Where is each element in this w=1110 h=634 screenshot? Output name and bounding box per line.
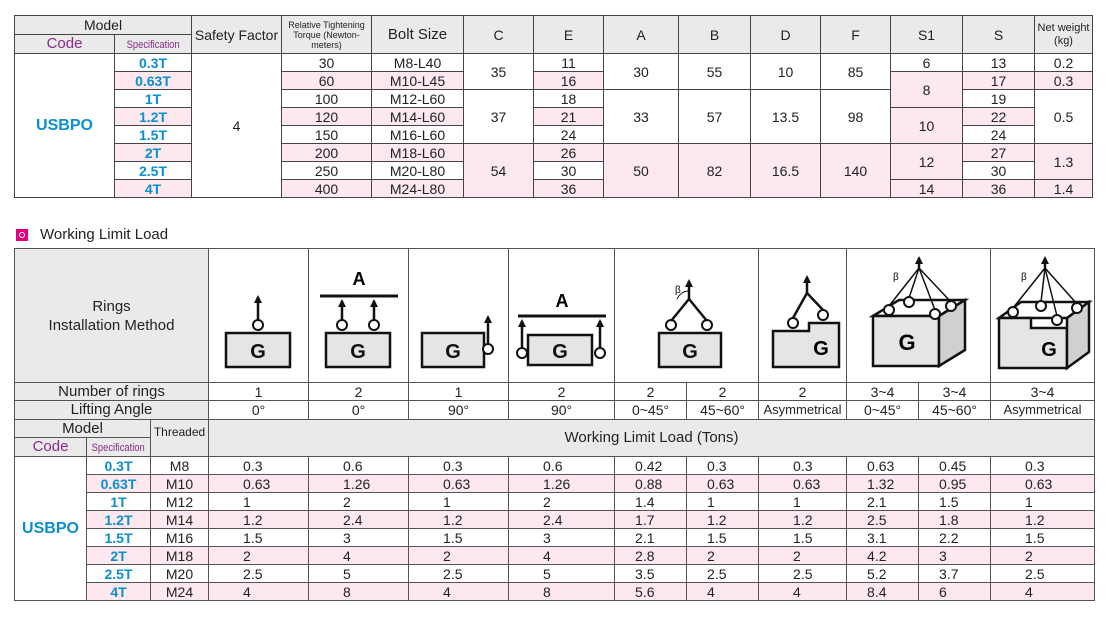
wll-value: 1.5 [409, 529, 509, 547]
spec-value: 1.2T [115, 108, 192, 126]
wll-value: 2.5 [409, 565, 509, 583]
wll-value: 0.45 [919, 457, 991, 475]
s-value: 22 [963, 108, 1035, 126]
num-rings-value: 2 [309, 383, 409, 401]
asymmetric-four-ring-icon [991, 256, 1095, 376]
bolt-size-header: Bolt Size [372, 16, 464, 54]
spec-value: 2T [115, 144, 192, 162]
wll-value: 0.3 [759, 457, 847, 475]
load-row [15, 511, 1095, 529]
torque-value: 60 [282, 72, 372, 90]
torque-header: Relative Tightening Torque (Newton-meters) [282, 16, 372, 54]
f-value: 85 [821, 54, 891, 90]
wll-value: 4.2 [847, 547, 919, 565]
wll-value: 0.3 [209, 457, 309, 475]
load-row [15, 529, 1095, 547]
weight-value: 1.4 [1035, 180, 1093, 198]
wll-value: 5.6 [615, 583, 687, 601]
wll-value: 2.2 [919, 529, 991, 547]
wll-value: 1.5 [209, 529, 309, 547]
load-code-value: USBPO [15, 457, 87, 601]
wll-value: 1.2 [991, 511, 1095, 529]
bolt-value: M8-L40 [372, 54, 464, 72]
wll-value: 2.1 [847, 493, 919, 511]
svg-text:A: A [352, 268, 366, 289]
spec-row [15, 144, 1093, 162]
f-header: F [821, 16, 891, 54]
wll-label: Working Limit Load (Tons) [209, 420, 1095, 457]
diagram-two-ring-90 [509, 249, 615, 383]
safety-factor-value: 4 [192, 54, 282, 198]
wll-value: 3 [919, 547, 991, 565]
load-spec-value: 1T [87, 493, 151, 511]
lifting-angle-value: 0° [309, 401, 409, 420]
wll-value: 2.8 [615, 547, 687, 565]
load-spec-value: 2.5T [87, 565, 151, 583]
wll-value: 3 [509, 529, 615, 547]
wll-value: 1.2 [759, 511, 847, 529]
wll-value: 1 [687, 493, 759, 511]
wll-value: 0.88 [615, 475, 687, 493]
a-value: 30 [604, 54, 679, 90]
e-value: 11 [534, 54, 604, 72]
wll-value: 8 [509, 583, 615, 601]
code-header: Code [15, 35, 115, 54]
wll-value: 1.5 [687, 529, 759, 547]
thread-value: M24 [151, 583, 209, 601]
bolt-value: M12-L60 [372, 90, 464, 108]
svg-text:G: G [249, 340, 266, 363]
spec-header: Specification [115, 35, 192, 54]
wll-value: 0.42 [615, 457, 687, 475]
model-label: Model [15, 420, 151, 438]
svg-text:G: G [813, 337, 829, 360]
lifting-angle-value: 45~60° [919, 401, 991, 420]
num-rings-value: 3~4 [847, 383, 919, 401]
safety-factor-header: Safety Factor [192, 16, 282, 54]
s-value: 13 [963, 54, 1035, 72]
wll-value: 3.5 [615, 565, 687, 583]
svg-text:G: G [444, 340, 461, 363]
code-value: USBPO [15, 54, 115, 198]
s-value: 36 [963, 180, 1035, 198]
thread-value: M16 [151, 529, 209, 547]
s-value: 19 [963, 90, 1035, 108]
num-rings-value: 2 [687, 383, 759, 401]
wll-value: 8 [309, 583, 409, 601]
wll-value: 2.5 [991, 565, 1095, 583]
diagram-two-ring-angle [615, 249, 759, 383]
wll-value: 0.95 [919, 475, 991, 493]
wll-value: 1.5 [759, 529, 847, 547]
s-value: 24 [963, 126, 1035, 144]
wll-value: 4 [409, 583, 509, 601]
s1-value: 10 [891, 108, 963, 144]
svg-text:G: G [897, 329, 916, 355]
code-label: Code [15, 438, 87, 457]
spec-row [15, 72, 1093, 90]
a-value: 33 [604, 90, 679, 144]
torque-value: 200 [282, 144, 372, 162]
load-spec-value: 0.3T [87, 457, 151, 475]
wll-value: 0.3 [991, 457, 1095, 475]
wll-value: 0.63 [991, 475, 1095, 493]
single-ring-vertical-icon [214, 261, 304, 371]
wll-value: 2.1 [615, 529, 687, 547]
wll-value: 2.4 [509, 511, 615, 529]
s1-value: 12 [891, 144, 963, 180]
wll-value: 1.2 [409, 511, 509, 529]
wll-value: 1.26 [309, 475, 409, 493]
bolt-value: M16-L60 [372, 126, 464, 144]
wll-value: 1.5 [991, 529, 1095, 547]
diagram-two-ring-0 [309, 249, 409, 383]
load-spec-value: 4T [87, 583, 151, 601]
num-rings-value: 3~4 [919, 383, 991, 401]
side-ring-icon [414, 261, 504, 371]
spec-label: Specification [87, 438, 151, 457]
load-row [15, 583, 1095, 601]
wll-value: 0.6 [309, 457, 409, 475]
b-value: 82 [679, 144, 751, 198]
torque-value: 30 [282, 54, 372, 72]
wll-value: 4 [209, 583, 309, 601]
e-value: 30 [534, 162, 604, 180]
torque-value: 250 [282, 162, 372, 180]
torque-value: 400 [282, 180, 372, 198]
wll-value: 2.5 [847, 511, 919, 529]
load-table [14, 248, 1095, 601]
wll-value: 1.5 [919, 493, 991, 511]
wll-value: 2 [687, 547, 759, 565]
section-marker-icon [16, 229, 28, 241]
lifting-angle-label: Lifting Angle [15, 401, 209, 420]
lifting-angle-value: 0~45° [847, 401, 919, 420]
spec-row [15, 108, 1093, 126]
wll-value: 5 [309, 565, 409, 583]
lifting-angle-value: 90° [409, 401, 509, 420]
wll-value: 0.63 [759, 475, 847, 493]
load-row [15, 547, 1095, 565]
wll-value: 1.2 [209, 511, 309, 529]
d-value: 16.5 [751, 144, 821, 198]
load-spec-value: 1.5T [87, 529, 151, 547]
e-value: 26 [534, 144, 604, 162]
wll-value: 5.2 [847, 565, 919, 583]
svg-text:β: β [892, 271, 899, 283]
svg-text:G: G [551, 340, 568, 363]
four-ring-angle-icon [859, 256, 979, 376]
spec-value: 0.3T [115, 54, 192, 72]
two-ring-side-beam-icon [514, 261, 610, 371]
wll-value: 1.7 [615, 511, 687, 529]
wll-value: 2 [409, 547, 509, 565]
wll-value: 4 [309, 547, 409, 565]
thread-value: M8 [151, 457, 209, 475]
wll-value: 1.8 [919, 511, 991, 529]
two-ring-angle-icon [637, 261, 737, 371]
f-value: 140 [821, 144, 891, 198]
b-value: 55 [679, 54, 751, 90]
lifting-angle-value: 0° [209, 401, 309, 420]
wll-value: 1.4 [615, 493, 687, 511]
weight-value: 0.3 [1035, 72, 1093, 90]
d-value: 13.5 [751, 90, 821, 144]
diagram-four-ring-angle [847, 249, 991, 383]
spec-value: 1T [115, 90, 192, 108]
spec-value: 0.63T [115, 72, 192, 90]
lifting-angle-value: 0~45° [615, 401, 687, 420]
e-value: 18 [534, 90, 604, 108]
num-rings-value: 1 [409, 383, 509, 401]
svg-text:A: A [555, 290, 569, 311]
wll-value: 2.5 [687, 565, 759, 583]
load-spec-value: 2T [87, 547, 151, 565]
wll-value: 1.2 [687, 511, 759, 529]
bolt-value: M18-L60 [372, 144, 464, 162]
wll-value: 4 [991, 583, 1095, 601]
wll-value: 3.1 [847, 529, 919, 547]
two-ring-beam-icon [314, 261, 404, 371]
lifting-angle-value: 45~60° [687, 401, 759, 420]
wll-value: 0.63 [409, 475, 509, 493]
threaded-label: Threaded [151, 420, 209, 457]
wll-value: 0.3 [687, 457, 759, 475]
wll-value: 2 [509, 493, 615, 511]
wll-value: 3 [309, 529, 409, 547]
net-weight-header: Net weight (kg) [1035, 16, 1093, 54]
b-value: 57 [679, 90, 751, 144]
e-value: 21 [534, 108, 604, 126]
e-header: E [534, 16, 604, 54]
bolt-value: M20-L80 [372, 162, 464, 180]
thread-value: M20 [151, 565, 209, 583]
load-row [15, 493, 1095, 511]
thread-value: M12 [151, 493, 209, 511]
c-value: 37 [464, 90, 534, 144]
e-value: 36 [534, 180, 604, 198]
wll-value: 0.3 [409, 457, 509, 475]
wll-value: 3.7 [919, 565, 991, 583]
bolt-value: M24-L80 [372, 180, 464, 198]
d-header: D [751, 16, 821, 54]
s1-value: 14 [891, 180, 963, 198]
s-value: 30 [963, 162, 1035, 180]
load-spec-value: 1.2T [87, 511, 151, 529]
num-rings-value: 2 [615, 383, 687, 401]
model-header: Model [15, 16, 192, 35]
c-value: 35 [464, 54, 534, 90]
weight-value: 0.2 [1035, 54, 1093, 72]
thread-value: M10 [151, 475, 209, 493]
rings-installation-label: Rings Installation Method [15, 249, 209, 383]
e-value: 24 [534, 126, 604, 144]
svg-text:G: G [681, 340, 698, 363]
svg-text:β: β [674, 284, 681, 296]
diagram-two-ring-asym [759, 249, 847, 383]
bolt-value: M14-L60 [372, 108, 464, 126]
wll-value: 1 [409, 493, 509, 511]
c-value: 54 [464, 144, 534, 198]
wll-value: 1 [209, 493, 309, 511]
diagram-four-ring-asym [991, 249, 1095, 383]
asymmetric-two-ring-icon [759, 261, 847, 371]
svg-text:β: β [1021, 271, 1027, 283]
lifting-angle-value: 90° [509, 401, 615, 420]
load-row [15, 475, 1095, 493]
a-header: A [604, 16, 679, 54]
thread-value: M14 [151, 511, 209, 529]
svg-text:G: G [349, 340, 366, 363]
d-value: 10 [751, 54, 821, 90]
bolt-value: M10-L45 [372, 72, 464, 90]
diagram-single-ring-90 [409, 249, 509, 383]
s-header: S [963, 16, 1035, 54]
spec-row [15, 180, 1093, 198]
s-value: 27 [963, 144, 1035, 162]
wll-value: 1.32 [847, 475, 919, 493]
wll-value: 4 [509, 547, 615, 565]
wll-value: 1 [759, 493, 847, 511]
num-rings-value: 3~4 [991, 383, 1095, 401]
number-of-rings-label: Number of rings [15, 383, 209, 401]
num-rings-value: 1 [209, 383, 309, 401]
spec-value: 1.5T [115, 126, 192, 144]
s1-value: 6 [891, 54, 963, 72]
wll-value: 2 [309, 493, 409, 511]
b-header: B [679, 16, 751, 54]
wll-value: 2 [209, 547, 309, 565]
spec-row [15, 54, 1093, 72]
wll-value: 2.4 [309, 511, 409, 529]
lifting-angle-value: Asymmetrical [991, 401, 1095, 420]
spec-value: 2.5T [115, 162, 192, 180]
wll-value: 0.63 [847, 457, 919, 475]
num-rings-value: 2 [509, 383, 615, 401]
torque-value: 120 [282, 108, 372, 126]
wll-value: 1 [991, 493, 1095, 511]
weight-value: 0.5 [1035, 90, 1093, 144]
a-value: 50 [604, 144, 679, 198]
load-row [15, 457, 1095, 475]
load-row [15, 565, 1095, 583]
section-title: Working Limit Load [16, 226, 168, 243]
wll-value: 0.63 [687, 475, 759, 493]
s1-value: 8 [891, 72, 963, 108]
c-header: C [464, 16, 534, 54]
num-rings-value: 2 [759, 383, 847, 401]
wll-value: 2 [991, 547, 1095, 565]
lifting-angle-value: Asymmetrical [759, 401, 847, 420]
torque-value: 150 [282, 126, 372, 144]
wll-value: 1.26 [509, 475, 615, 493]
e-value: 16 [534, 72, 604, 90]
load-spec-value: 0.63T [87, 475, 151, 493]
weight-value: 1.3 [1035, 144, 1093, 180]
spec-value: 4T [115, 180, 192, 198]
wll-value: 8.4 [847, 583, 919, 601]
diagram-single-ring-0 [209, 249, 309, 383]
wll-value: 0.63 [209, 475, 309, 493]
thread-value: M18 [151, 547, 209, 565]
wll-value: 5 [509, 565, 615, 583]
wll-value: 2.5 [759, 565, 847, 583]
wll-value: 0.6 [509, 457, 615, 475]
wll-value: 2 [759, 547, 847, 565]
wll-value: 4 [687, 583, 759, 601]
f-value: 98 [821, 90, 891, 144]
svg-text:G: G [1041, 338, 1057, 361]
s1-header: S1 [891, 16, 963, 54]
wll-value: 2.5 [209, 565, 309, 583]
wll-value: 4 [759, 583, 847, 601]
torque-value: 100 [282, 90, 372, 108]
wll-value: 6 [919, 583, 991, 601]
s-value: 17 [963, 72, 1035, 90]
spec-table [14, 15, 1093, 198]
